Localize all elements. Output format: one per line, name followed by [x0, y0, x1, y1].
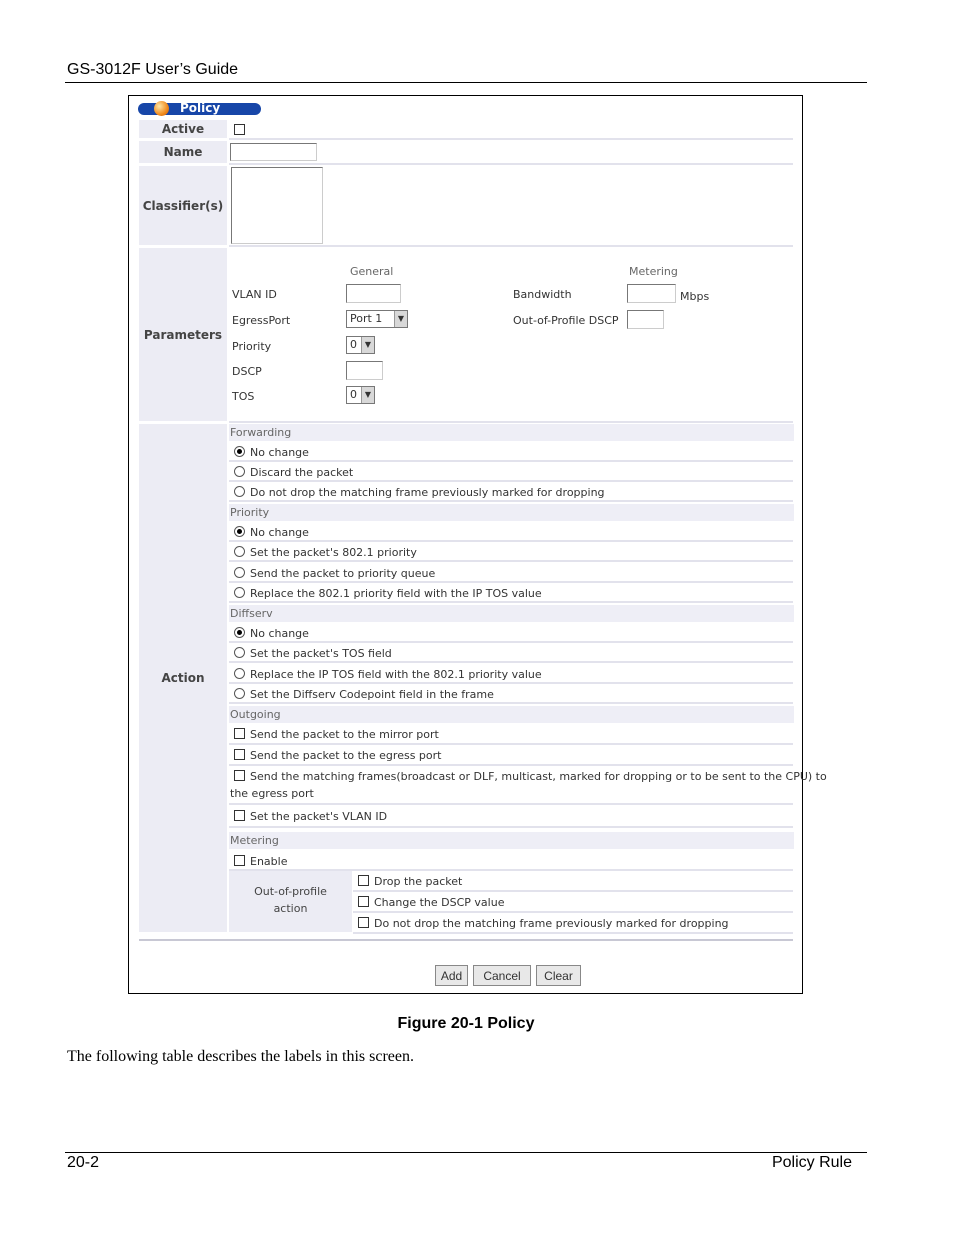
diffserv-option[interactable]: [229, 664, 793, 684]
parameters-row: [229, 248, 793, 423]
diffserv-option-label: No change: [250, 627, 309, 640]
classifiers-listbox[interactable]: [231, 167, 323, 244]
oop-option-label: Drop the packet: [374, 875, 463, 888]
priority-radio[interactable]: [234, 526, 245, 537]
oop-option[interactable]: [353, 913, 793, 934]
page-number: 20-2: [67, 1154, 100, 1171]
priority-option-label: No change: [250, 526, 309, 539]
priority-value: 0: [350, 338, 357, 351]
metering-enable-checkbox[interactable]: [234, 855, 245, 866]
oop-option-label: Change the DSCP value: [374, 896, 505, 909]
diffserv-radio[interactable]: [234, 668, 245, 679]
chevron-down-icon: ▼: [361, 337, 374, 353]
diffserv-option[interactable]: [229, 684, 793, 704]
name-label: Name: [139, 141, 227, 163]
oop-checkbox[interactable]: [358, 875, 369, 886]
priority-heading: Priority: [229, 504, 794, 521]
metering-enable-label: Enable: [250, 855, 288, 868]
outgoing-option[interactable]: [229, 805, 793, 828]
oop-checkbox[interactable]: [358, 917, 369, 928]
body-text: The following table describes the labels in this screen.: [67, 1048, 415, 1065]
diffserv-option-label: Replace the IP TOS field with the 802.1 priority value: [250, 668, 542, 681]
metering-action-heading: Metering: [229, 832, 794, 849]
diffserv-heading: Diffserv: [229, 605, 794, 622]
priority-label: Priority: [232, 340, 272, 353]
forwarding-option-label: Do not drop the matching frame previously marked for dropping: [250, 486, 605, 499]
diffserv-option[interactable]: [229, 623, 793, 643]
outgoing-heading: Outgoing: [229, 706, 794, 723]
tos-label: TOS: [232, 390, 255, 403]
classifiers-label: Classifier(s): [139, 166, 227, 245]
outgoing-checkbox[interactable]: [234, 728, 245, 739]
vlan-id-input[interactable]: [346, 284, 401, 303]
egress-port-value: Port 1: [350, 312, 383, 325]
dscp-input[interactable]: [346, 361, 383, 380]
general-heading: General: [350, 265, 394, 278]
name-row: [229, 141, 793, 165]
cancel-button[interactable]: Cancel: [473, 965, 531, 986]
priority-radio[interactable]: [234, 546, 245, 557]
oop-option[interactable]: [353, 871, 793, 892]
classifiers-row: [229, 166, 793, 247]
diffserv-radio[interactable]: [234, 647, 245, 658]
vlan-id-label: VLAN ID: [232, 288, 277, 301]
outgoing-checkbox[interactable]: [234, 810, 245, 821]
diffserv-option[interactable]: [229, 643, 793, 663]
panel-title: Policy: [180, 101, 221, 115]
outgoing-option-label-continued: the egress port: [230, 787, 314, 800]
outgoing-option-label: Set the packet's VLAN ID: [250, 810, 388, 823]
chapter-title: Policy Rule: [771, 1154, 852, 1171]
priority-option[interactable]: [229, 583, 793, 603]
egress-port-label: EgressPort: [232, 314, 291, 327]
diffserv-radio[interactable]: [234, 627, 245, 638]
priority-select[interactable]: [346, 336, 375, 354]
forwarding-option[interactable]: [229, 462, 793, 482]
outgoing-option[interactable]: [229, 745, 793, 766]
oop-action-label-line2: action: [273, 902, 308, 915]
outgoing-option-label: Send the packet to the egress port: [250, 749, 442, 762]
diffserv-option-label: Set the Diffserv Codepoint field in the frame: [250, 688, 494, 701]
tos-select[interactable]: [346, 386, 375, 404]
outgoing-option-label: Send the matching frames(broadcast or DLF, multicast, marked for dropping or to be sent to the CPU) to: [250, 770, 827, 783]
bandwidth-input[interactable]: [627, 284, 676, 303]
chevron-down-icon: ▼: [394, 311, 407, 327]
forwarding-option[interactable]: [229, 442, 793, 462]
oop-option-label: Do not drop the matching frame previously marked for dropping: [374, 917, 729, 930]
priority-option-label: Send the packet to priority queue: [250, 567, 436, 580]
priority-option[interactable]: [229, 563, 793, 583]
priority-radio[interactable]: [234, 587, 245, 598]
forwarding-option-label: Discard the packet: [250, 466, 354, 479]
parameters-label: Parameters: [139, 248, 227, 421]
priority-option-label: Set the packet's 802.1 priority: [250, 546, 417, 559]
outgoing-option[interactable]: [229, 766, 827, 805]
add-button[interactable]: Add: [435, 965, 468, 986]
chevron-down-icon: ▼: [361, 387, 374, 403]
forwarding-heading: Forwarding: [229, 424, 794, 441]
name-input[interactable]: [230, 143, 317, 161]
policy-orb-icon: [154, 101, 169, 116]
oop-checkbox[interactable]: [358, 896, 369, 907]
diffserv-option-label: Set the packet's TOS field: [250, 647, 392, 660]
dscp-label: DSCP: [232, 365, 262, 378]
priority-option[interactable]: [229, 522, 793, 542]
oop-action-label-line1: Out-of-profile: [254, 885, 327, 898]
forwarding-radio[interactable]: [234, 446, 245, 457]
footer-rule: [65, 1152, 867, 1153]
egress-port-select[interactable]: [346, 310, 408, 328]
figure-caption: Figure 20-1 Policy: [397, 1015, 535, 1032]
priority-option-label: Replace the 802.1 priority field with the IP TOS value: [250, 587, 542, 600]
tos-value: 0: [350, 388, 357, 401]
outgoing-checkbox[interactable]: [234, 770, 245, 781]
active-row: [229, 120, 793, 140]
outgoing-checkbox[interactable]: [234, 749, 245, 760]
priority-option[interactable]: [229, 542, 793, 562]
bandwidth-unit: Mbps: [680, 290, 710, 303]
forwarding-option[interactable]: [229, 482, 793, 502]
oop-dscp-label: Out-of-Profile DSCP: [513, 314, 619, 327]
action-label: Action: [139, 424, 227, 932]
oop-option[interactable]: [353, 892, 793, 913]
clear-button[interactable]: Clear: [536, 965, 581, 986]
priority-radio[interactable]: [234, 567, 245, 578]
metering-heading: Metering: [629, 265, 678, 278]
oop-action-label: [229, 871, 352, 932]
oop-dscp-input[interactable]: [627, 310, 664, 329]
bandwidth-label: Bandwidth: [513, 288, 572, 301]
metering-enable-row[interactable]: [229, 851, 793, 871]
panel-divider: [139, 939, 793, 941]
outgoing-option-label: Send the packet to the mirror port: [250, 728, 439, 741]
active-checkbox[interactable]: [234, 124, 245, 135]
forwarding-option-label: No change: [250, 446, 309, 459]
diffserv-radio[interactable]: [234, 688, 245, 699]
active-label: Active: [139, 120, 227, 138]
outgoing-option[interactable]: [229, 724, 793, 745]
header-rule: [65, 82, 867, 83]
policy-screenshot-frame: [128, 95, 827, 994]
document-header: GS-3012F User’s Guide: [67, 61, 239, 78]
forwarding-radio[interactable]: [234, 486, 245, 497]
forwarding-radio[interactable]: [234, 466, 245, 477]
